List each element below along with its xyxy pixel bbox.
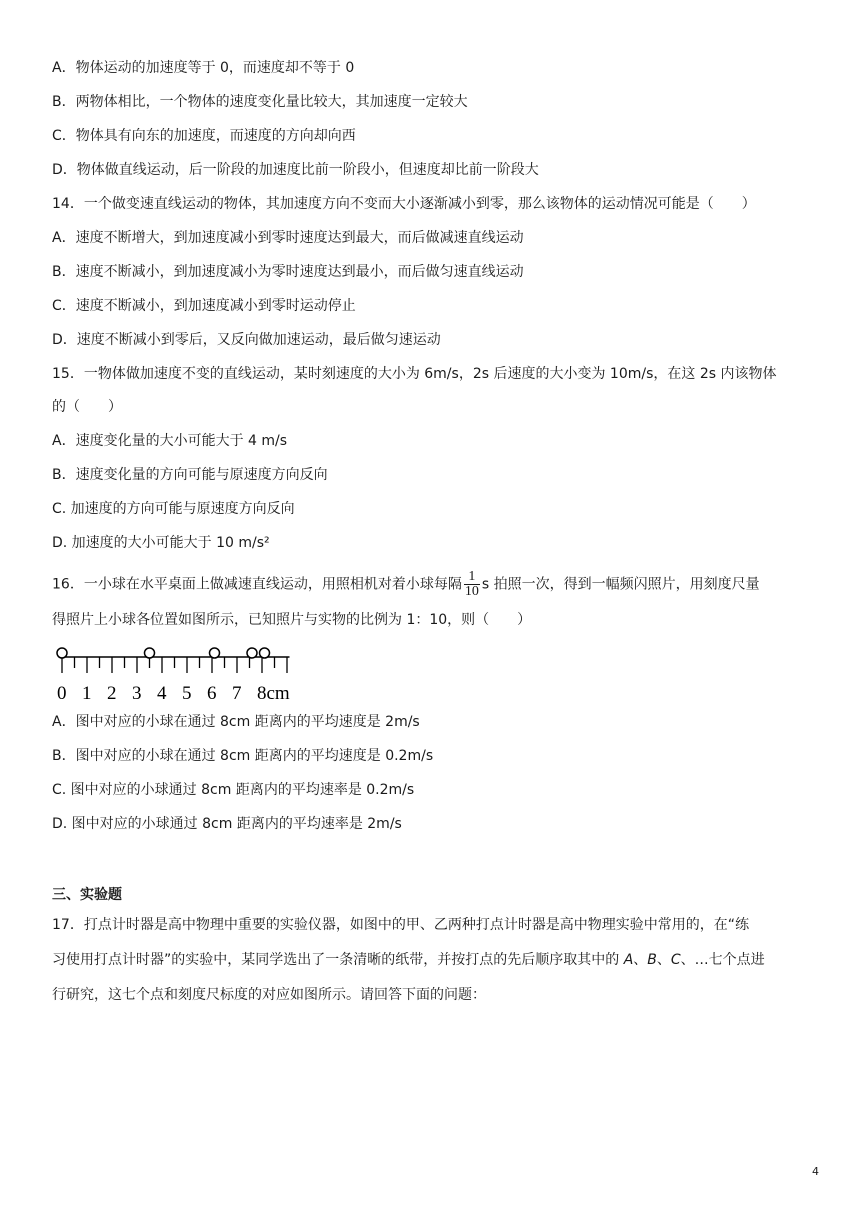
q14-option-a: A．速度不断增大，到加速度减小到零时速度达到最大，而后做减速直线运动 [52, 230, 524, 246]
q15-option-c: C. 加速度的方向可能与原速度方向反向 [52, 501, 295, 517]
ball-position-marker [260, 648, 270, 658]
ball-position-marker [145, 648, 155, 658]
ruler-tick-label: 3 [132, 683, 142, 704]
q16-stem-line1 [52, 570, 760, 599]
q13-option-a: A．物体运动的加速度等于 0，而速度却不等于 0 [52, 60, 355, 76]
ruler-tick-label: 4 [157, 683, 167, 704]
ruler-tick-label: 8cm [257, 683, 290, 704]
q17-line2 [52, 950, 765, 970]
q16-frac-denominator: 10 [464, 584, 479, 599]
q17-separator-2: 、 [656, 952, 671, 968]
q14-option-d: D．速度不断减小到零后，又反向做加速运动，最后做匀速运动 [52, 332, 441, 348]
q14-stem: 14．一个做变速直线运动的物体，其加速度方向不变而大小逐渐减小到零，那么该物体的运动情况可能是（ ） [52, 196, 756, 212]
page-number: 4 [812, 1165, 819, 1178]
q17-point-b: B [647, 952, 657, 968]
q16-stem-part-b: s 拍照一次，得到一幅频闪照片，用刻度尺量 [481, 576, 760, 593]
q17-point-a: A [623, 952, 634, 968]
section-title: 三、实验题 [52, 887, 122, 903]
q17-line1: 17．打点计时器是高中物理中重要的实验仪器，如图中的甲、乙两种打点计时器是高中物理实验中常用的，在“练 [52, 917, 750, 933]
q15-stem-line1: 15．一物体做加速度不变的直线运动，某时刻速度的大小为 6m/s，2s 后速度的大小变为 10m/s，在这 2s 内该物体 [52, 366, 777, 382]
q16-ruler-figure [52, 643, 292, 705]
q16-option-c: C. 图中对应的小球通过 8cm 距离内的平均速率是 0.2m/s [52, 782, 415, 798]
ball-position-marker [57, 648, 67, 658]
q15-stem-line2: 的（ ） [52, 399, 122, 415]
q14-option-b: B．速度不断减小，到加速度减小为零时速度达到最小，而后做匀速直线运动 [52, 264, 524, 280]
q17-line2-part-a: 习使用打点计时器”的实验中，某同学选出了一条清晰的纸带，并按打点的先后顺序取其中的 [52, 952, 624, 968]
q13-option-b: B．两物体相比，一个物体的速度变化量比较大，其加速度一定较大 [52, 94, 468, 110]
q13-option-c: C．物体具有向东的加速度，而速度的方向却向西 [52, 128, 356, 144]
q15-option-b: B．速度变化量的方向可能与原速度方向反向 [52, 467, 328, 483]
ruler-tick-label: 7 [232, 683, 242, 704]
q16-option-d: D. 图中对应的小球通过 8cm 距离内的平均速率是 2m/s [52, 816, 402, 832]
ruler [57, 648, 290, 704]
q16-option-a: A．图中对应的小球在通过 8cm 距离内的平均速度是 2m/s [52, 714, 420, 730]
ruler-tick-label: 5 [182, 683, 192, 704]
q17-line2-part-b: 、…七个点进 [680, 952, 765, 968]
q16-option-b: B．图中对应的小球在通过 8cm 距离内的平均速度是 0.2m/s [52, 748, 434, 764]
ruler-tick-label: 1 [82, 683, 92, 704]
ruler-tick-label: 6 [207, 683, 217, 704]
q16-fraction [464, 570, 480, 599]
q17-separator-1: 、 [633, 952, 648, 968]
ruler-tick-label: 2 [107, 683, 117, 704]
ball-position-marker [247, 648, 257, 658]
q16-stem-part-a: 16．一小球在水平桌面上做减速直线运动，用照相机对着小球每隔 [52, 576, 462, 593]
q14-option-c: C．速度不断减小，到加速度减小到零时运动停止 [52, 298, 356, 314]
ball-position-marker [210, 648, 220, 658]
q17-point-c: C [670, 952, 681, 968]
q16-frac-numerator: 1 [464, 570, 480, 585]
q17-line3: 行研究，这七个点和刻度尺标度的对应如图所示。请回答下面的问题： [52, 987, 486, 1003]
q15-option-a: A．速度变化量的大小可能大于 4 m/s [52, 433, 288, 449]
q13-option-d: D．物体做直线运动，后一阶段的加速度比前一阶段小，但速度却比前一阶段大 [52, 162, 539, 178]
q16-stem-line2: 得照片上小球各位置如图所示，已知照片与实物的比例为 1：10，则（ ） [52, 612, 532, 628]
q15-option-d: D. 加速度的大小可能大于 10 m/s² [52, 535, 270, 551]
ruler-tick-label: 0 [57, 683, 67, 704]
